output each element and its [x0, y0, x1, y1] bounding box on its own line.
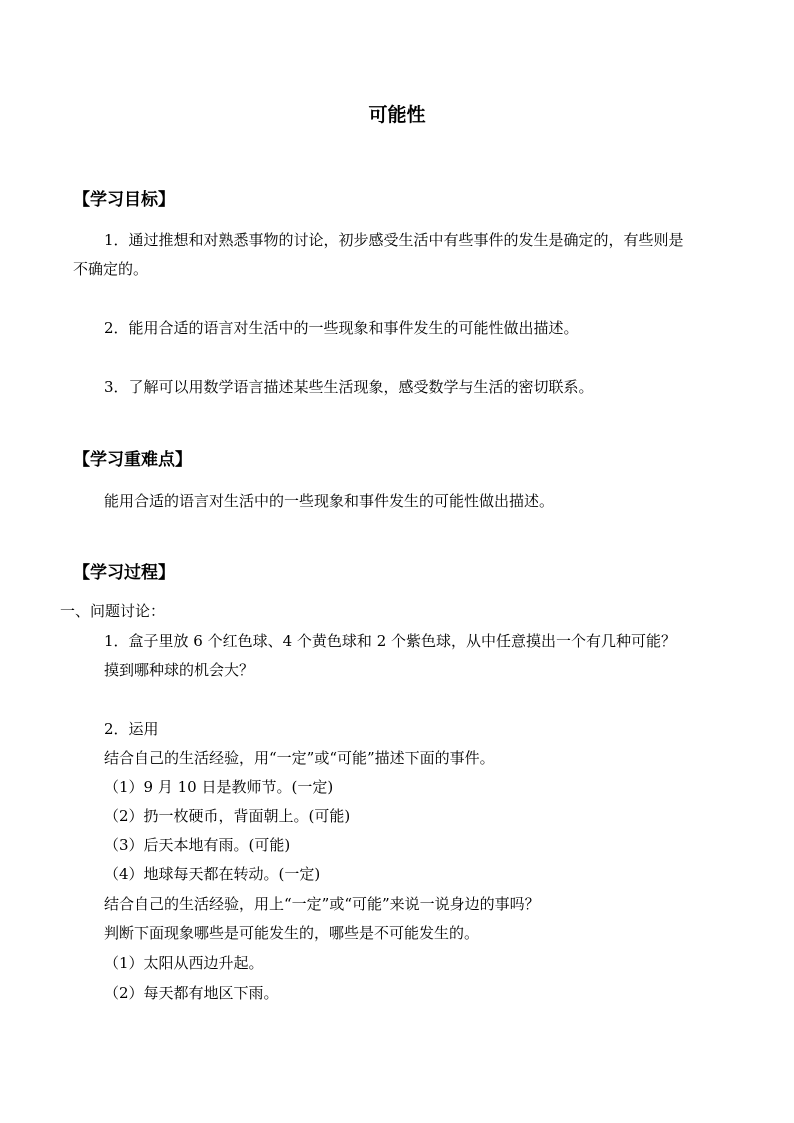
key-points-heading: 【学习重难点】 — [73, 450, 192, 470]
question-3-item-2: （2）每天都有地区下雨。 — [104, 984, 279, 1002]
question-3-intro: 判断下面现象哪些是可能发生的，哪些是不可能发生的。 — [104, 924, 480, 942]
goal-item-1-line-2: 不确定的。 — [73, 260, 149, 278]
question-2-item-4: （4）地球每天都在转动。(一定) — [104, 865, 321, 883]
question-1-line-2: 摸到哪种球的机会大？ — [104, 661, 255, 679]
question-2-item-3: （3）后天本地有雨。(可能) — [104, 836, 291, 854]
goals-heading: 【学习目标】 — [73, 190, 175, 210]
process-heading: 【学习过程】 — [73, 563, 175, 583]
question-2-prompt: 结合自己的生活经验，用上“一定”或“可能”来说一说身边的事吗？ — [104, 895, 540, 913]
question-1-line-1: 1．盒子里放 6 个红色球、4 个黄色球和 2 个紫色球，从中任意摸出一个有几种可能？ — [104, 632, 677, 650]
question-2-intro: 结合自己的生活经验，用“一定”或“可能”描述下面的事件。 — [104, 749, 495, 767]
goal-item-2: 2．能用合适的语言对生活中的一些现象和事件发生的可能性做出描述。 — [104, 319, 579, 337]
question-2-item-1: （1）9 月 10 日是教师节。(一定) — [104, 778, 334, 796]
question-2-item-2: （2）扔一枚硬币，背面朝上。(可能) — [104, 807, 351, 825]
goal-item-3: 3．了解可以用数学语言描述某些生活现象，感受数学与生活的密切联系。 — [104, 378, 594, 396]
key-points-text: 能用合适的语言对生活中的一些现象和事件发生的可能性做出描述。 — [104, 492, 555, 510]
page-title: 可能性 — [368, 104, 426, 126]
question-2-title: 2．运用 — [104, 720, 159, 738]
question-3-item-1: （1）太阳从西边升起。 — [104, 954, 264, 972]
part1-title: 一、问题讨论： — [60, 602, 166, 620]
goal-item-1-line-1: 1．通过推想和对熟悉事物的讨论，初步感受生活中有些事件的发生是确定的，有些则是 — [104, 231, 684, 249]
